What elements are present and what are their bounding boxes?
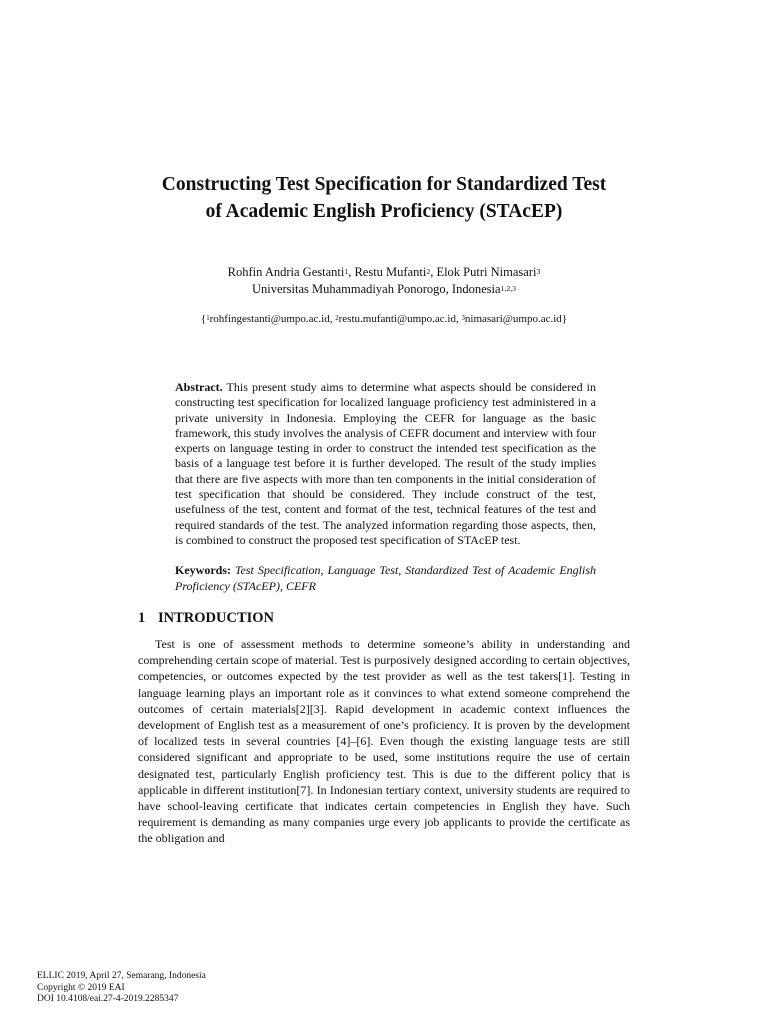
section-heading xyxy=(138,609,274,627)
footer-doi: DOI 10.4108/eai.27-4-2019.2285347 xyxy=(37,994,179,1004)
keywords xyxy=(175,562,596,594)
affiliation-text: Universitas Muhammadiyah Ponorogo, Indonesia xyxy=(251,282,501,296)
abstract xyxy=(175,380,596,548)
abstract-text: This present study aims to determine what aspects should be considered in constructing test specification for localized language proficiency test administered in a private university in Indonesia. Employing the CEFR for language as the basic framework, this study involves the analysis of CEFR document and interview with four experts on language testing in order to construct the intended test specification as the basis of a language test before it is further developed. The result of the study implies that there are five aspects with more than ten components in the initial consideration of test specification that should be considered. They include construct of the test, usefulness of the test, content and format of the test, technical features of the test and required standards of the test. The analyzed information regarding those aspects, then, is combined to construct the proposed test specification of STAcEP test. xyxy=(175,380,596,547)
footer xyxy=(37,971,206,1006)
affiliation xyxy=(0,281,768,298)
author-name: Elok Putri Nimasari xyxy=(436,265,537,279)
author-superscript: 1 xyxy=(344,266,349,276)
abstract-label: Abstract. xyxy=(175,380,223,394)
author-name: Restu Mufanti xyxy=(354,265,427,279)
introduction-paragraph: Test is one of assessment methods to determine someone’s ability in understanding and comprehending certain scope of material. Test is purposively designed according to certain objectives, competencies, or outcomes expected by the test provider as well as the test takers[1]. Testing in language learning plays an important role as it convinces to what extend someone comprehend the outcomes of certain materials[2][3]. Rapid development in academic context influences the development of English test as a measurement of one’s proficiency. It is proven by the development of localized tests in several countries [4]–[6]. Even though the existing language tests are still considered significant and appropriate to be used, some institutions require the use of certain designated test, particularly English proficiency test. This is due to the different policy that is applicable in different institution[7]. In Indonesian tertiary context, university students are required to have school-leaving certificate that indicates certain competencies in English they have. Such requirement is demanding as many companies urge every job applicants to provide the certificate as the obligation and xyxy=(138,637,630,846)
email-superscript: 1 xyxy=(206,314,210,322)
footer-copyright: Copyright © 2019 EAI xyxy=(37,982,125,993)
email-line xyxy=(0,312,768,327)
keywords-label: Keywords: xyxy=(175,563,231,577)
author-superscript: 2 xyxy=(426,266,431,276)
section-number: 1 xyxy=(138,610,146,626)
paper-title xyxy=(0,171,768,225)
author-names: Rohfin Andria Gestanti$^1$, Restu Mufanti$^2$, Elok Putri Nimasari$^3$ xyxy=(227,265,541,279)
email-address[interactable]: rohfingestanti@umpo.ac.id, xyxy=(209,313,336,325)
email-superscript: 3 xyxy=(461,314,465,322)
brace-open: { xyxy=(200,313,207,325)
title-line-1: Constructing Test Specification for Standardized Test xyxy=(161,174,607,195)
author-block xyxy=(0,264,768,298)
footer-conference: ELLIC 2019, April 27, Semarang, Indonesia xyxy=(37,971,206,981)
brace-close: } xyxy=(561,313,568,325)
author-name: Rohfin Andria Gestanti xyxy=(227,265,345,279)
email-address[interactable]: nimasari@umpo.ac.id xyxy=(464,313,562,325)
affiliation-superscript: 1,2,3 xyxy=(500,283,517,293)
author-superscript: 3 xyxy=(536,266,541,276)
title-line-2: of Academic English Proficiency (STAcEP) xyxy=(205,201,563,222)
email-address[interactable]: restu.mufanti@umpo.ac.id, xyxy=(338,313,462,325)
email-superscript: 2 xyxy=(335,314,339,322)
keywords-text: Test Specification, Language Test, Standardized Test of Academic English Proficiency (STAcEP), CEFR xyxy=(175,563,597,593)
section-title: INTRODUCTION xyxy=(158,610,275,626)
